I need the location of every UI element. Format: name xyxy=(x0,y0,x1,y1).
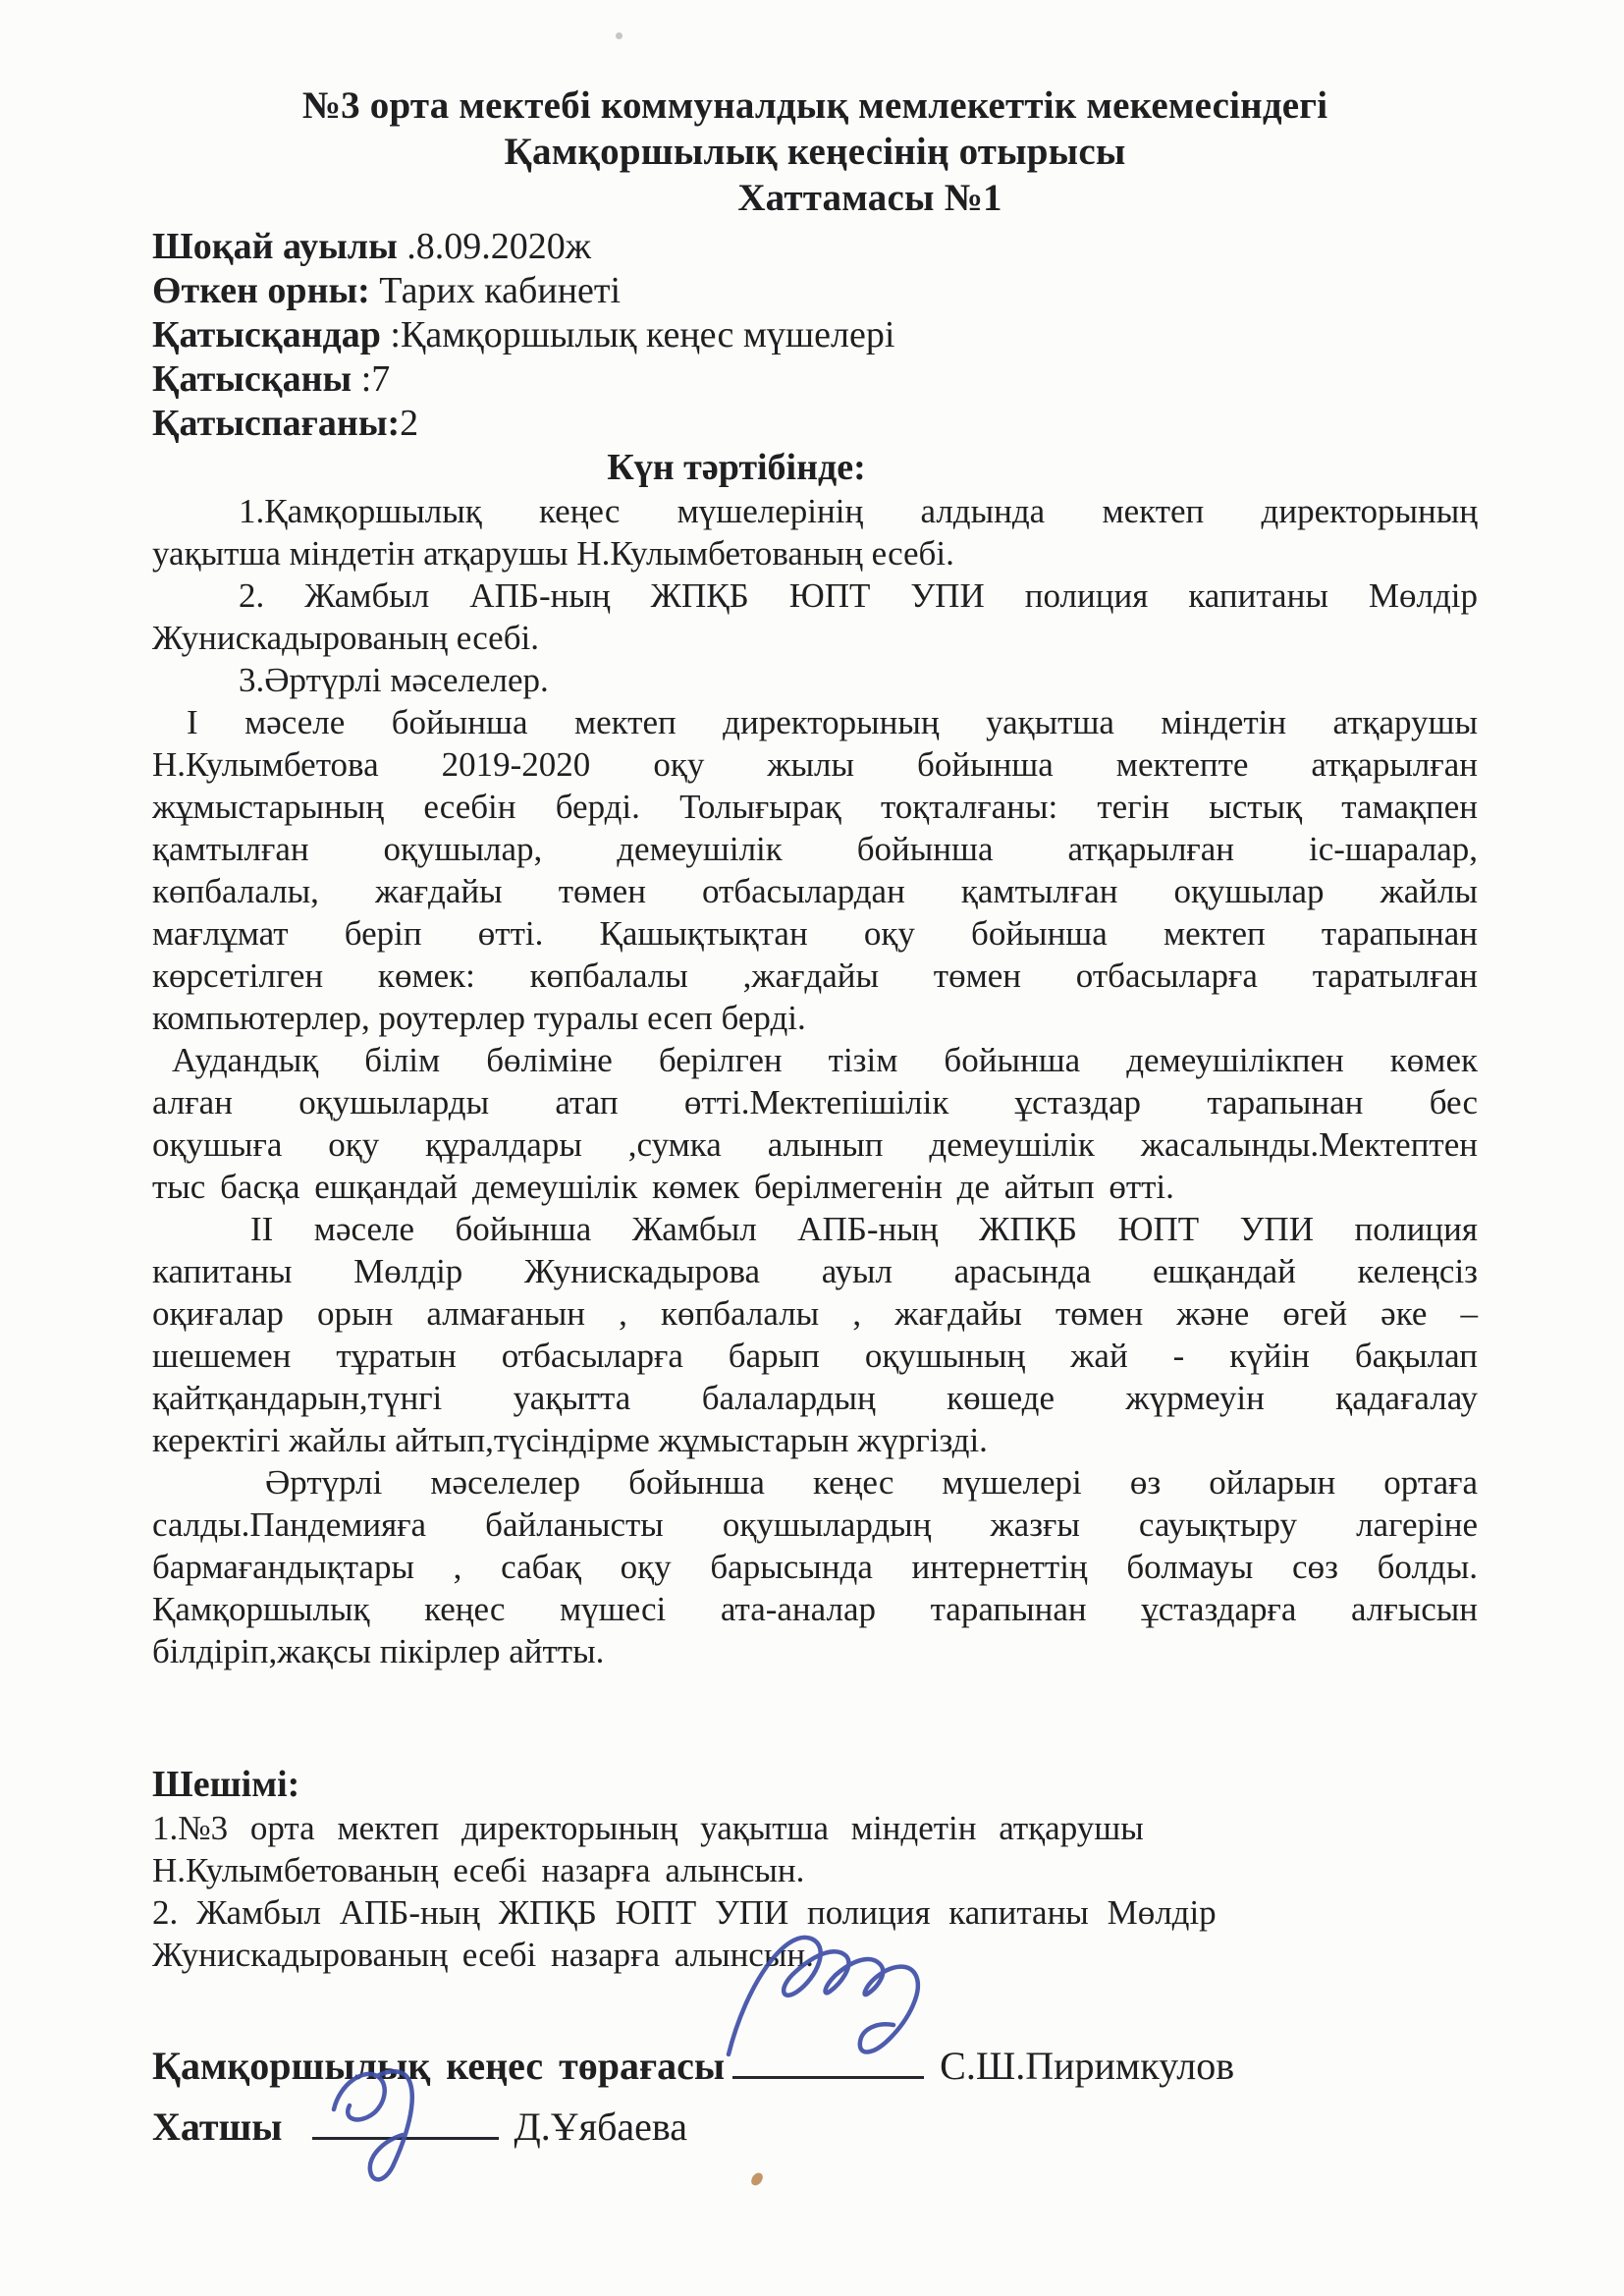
body-line: I мәселе бойынша мектеп директорының уақытша міндетін атқарушы xyxy=(187,703,1478,741)
meta-label: Қатысқандар xyxy=(152,314,381,355)
meta-value: .8.09.2020ж xyxy=(397,226,592,267)
body-line: көпбалалы, жағдайы төмен отбасылардан қамтылған оқушылар жайлы xyxy=(152,872,1478,910)
title-line: Қамқоршылық кеңесінің отырысы xyxy=(504,131,1126,173)
agenda-line: 1.Қамқоршылық кеңес мүшелерінің алдында мектеп директорының xyxy=(239,492,1478,530)
meta-label: Қатысқаны xyxy=(152,358,352,400)
meta-value: :7 xyxy=(352,358,391,400)
body-line: оқушыға оқу құралдары ,сумка алынып демеушілік жасалынды.Мектептен xyxy=(152,1125,1478,1164)
paragraph-various-issues xyxy=(152,1461,1478,1672)
body-line: Әртүрлі мәселелер бойынша кеңес мүшелері өз ойларын ортаға xyxy=(265,1463,1478,1502)
meta-block xyxy=(152,225,1478,446)
agenda-line: Жунискадырованың есебі. xyxy=(152,619,539,657)
title-line: Хаттамасы №1 xyxy=(737,177,1002,219)
body-line: білдіріп,жақсы пікірлер айтты. xyxy=(152,1632,605,1670)
meta-line-absent xyxy=(152,402,1478,446)
body-line: тыс басқа ешқандай демеушілік көмек берілмегенін де айтып өтті. xyxy=(152,1168,1174,1206)
meta-label: Өткен орны: xyxy=(152,270,370,311)
meta-value: :Қамқоршылық кеңес мүшелері xyxy=(380,314,895,355)
body-line: керектігі жайлы айтып,түсіндірме жұмыстарын жүргізді. xyxy=(152,1421,988,1459)
agenda-line: 3.Әртүрлі мәселелер. xyxy=(239,661,549,699)
paragraph-issue-1 xyxy=(152,701,1478,1039)
agenda-line: 2. Жамбыл АПБ-ның ЖПҚБ ЮПТ УПИ полиция капитаны Мөлдір xyxy=(239,576,1478,615)
chairman-signature-label: Қамқоршылық кеңес төрағасы xyxy=(152,2044,726,2088)
body-line: мағлұмат беріп өтті. Қашықтықтан оқу бойынша мектеп тарапынан xyxy=(152,914,1478,953)
agenda-heading: Күн тәртібінде: xyxy=(607,447,866,488)
meta-value: Тарих кабинеті xyxy=(369,270,622,311)
body-line: салды.Пандемияға байланысты оқушылардың жазғы сауықтыру лагеріне xyxy=(152,1505,1478,1544)
chairman-signature-underline xyxy=(732,2037,924,2079)
body-line: Қамқоршылық кеңес мүшесі ата-аналар тарапынан ұстаздарға алғысын xyxy=(152,1590,1478,1628)
body-line: шешемен тұратын отбасыларға барып оқушының жай - күйін бақылап xyxy=(152,1337,1478,1375)
meta-value: 2 xyxy=(400,403,419,444)
body-line: Аудандық білім бөліміне берілген тізім бойынша демеушілікпен көмек xyxy=(172,1041,1478,1079)
decision-list xyxy=(152,1807,1478,1976)
decision-line: Н.Кулымбетованың есебі назарға алынсын. xyxy=(152,1851,805,1889)
body-line: қайтқандарын,түнгі уақытта балалардың көшеде жүрмеуін қадағалау xyxy=(152,1379,1478,1417)
body-line: II мәселе бойынша Жамбыл АПБ-ның ЖПҚБ ЮПТ УПИ полиция xyxy=(250,1210,1478,1248)
body-line: компьютерлер, роутерлер туралы есеп берді. xyxy=(152,999,806,1037)
decision-line: Жунискадырованың есебі назарға алынсын. xyxy=(152,1936,814,1974)
body-line: көрсетілген көмек: көпбалалы ,жағдайы төмен отбасыларға таратылған xyxy=(152,957,1478,995)
paragraph-district-aid xyxy=(152,1039,1478,1208)
body-line: алған оқушыларды атап өтті.Мектепішілік ұстаздар тарапынан бес xyxy=(152,1083,1478,1121)
agenda-line: уақытша міндетін атқарушы Н.Кулымбетованың есебі. xyxy=(152,534,954,573)
chairman-name: С.Ш.Пиримкулов xyxy=(940,2044,1235,2088)
meta-line-participants xyxy=(152,313,1478,357)
body-line: бармағандықтары , сабақ оқу барысында интернеттің болмауы сөз болды. xyxy=(152,1548,1478,1586)
decision-line: 2. Жамбыл АПБ-ның ЖПҚБ ЮПТ УПИ полиция капитаны Мөлдір xyxy=(152,1893,1217,1932)
meta-line-attended xyxy=(152,357,1478,402)
title-line: №3 орта мектебі коммуналдық мемлекеттік мекемесіндегі xyxy=(301,84,1328,127)
meta-line-location xyxy=(152,269,1478,313)
signature-row-secretary xyxy=(152,2098,1478,2153)
secretary-signature-label: Хатшы xyxy=(152,2105,283,2149)
document-content xyxy=(152,82,1478,2153)
paper-speck-artifact xyxy=(749,2170,765,2187)
body-line: Н.Кулымбетова 2019-2020 оқу жылы бойынша мектепте атқарылған xyxy=(152,745,1478,784)
paragraph-issue-2 xyxy=(152,1208,1478,1461)
agenda-list xyxy=(152,490,1478,701)
body-line: жұмыстарының есебін берді. Толығырақ тоқталғаны: тегін ыстық тамақпен xyxy=(152,788,1478,826)
body-line: оқиғалар орын алмағанын , көпбалалы , жағдайы төмен және өгей әке – xyxy=(152,1294,1478,1333)
meta-line-place-date xyxy=(152,225,1478,269)
meta-label: Қатыспағаны: xyxy=(152,403,401,444)
body-line: капитаны Мөлдір Жунискадырова ауыл арасында ешқандай келеңсіз xyxy=(152,1252,1478,1290)
body-line: қамтылған оқушылар, демеушілік бойынша атқарылған іс-шаралар, xyxy=(152,830,1478,868)
scan-dot-artifact xyxy=(616,32,623,39)
meta-label: Шоқай ауылы xyxy=(152,226,398,267)
signature-row-chairman xyxy=(152,2037,1478,2092)
secretary-name: Д.Ұябаева xyxy=(514,2105,688,2149)
decision-line: 1.№3 орта мектеп директорының уақытша міндетін атқарушы xyxy=(152,1809,1144,1847)
document-title xyxy=(152,82,1478,221)
secretary-signature-underline xyxy=(312,2098,499,2140)
decision-heading: Шешімі: xyxy=(152,1764,300,1805)
